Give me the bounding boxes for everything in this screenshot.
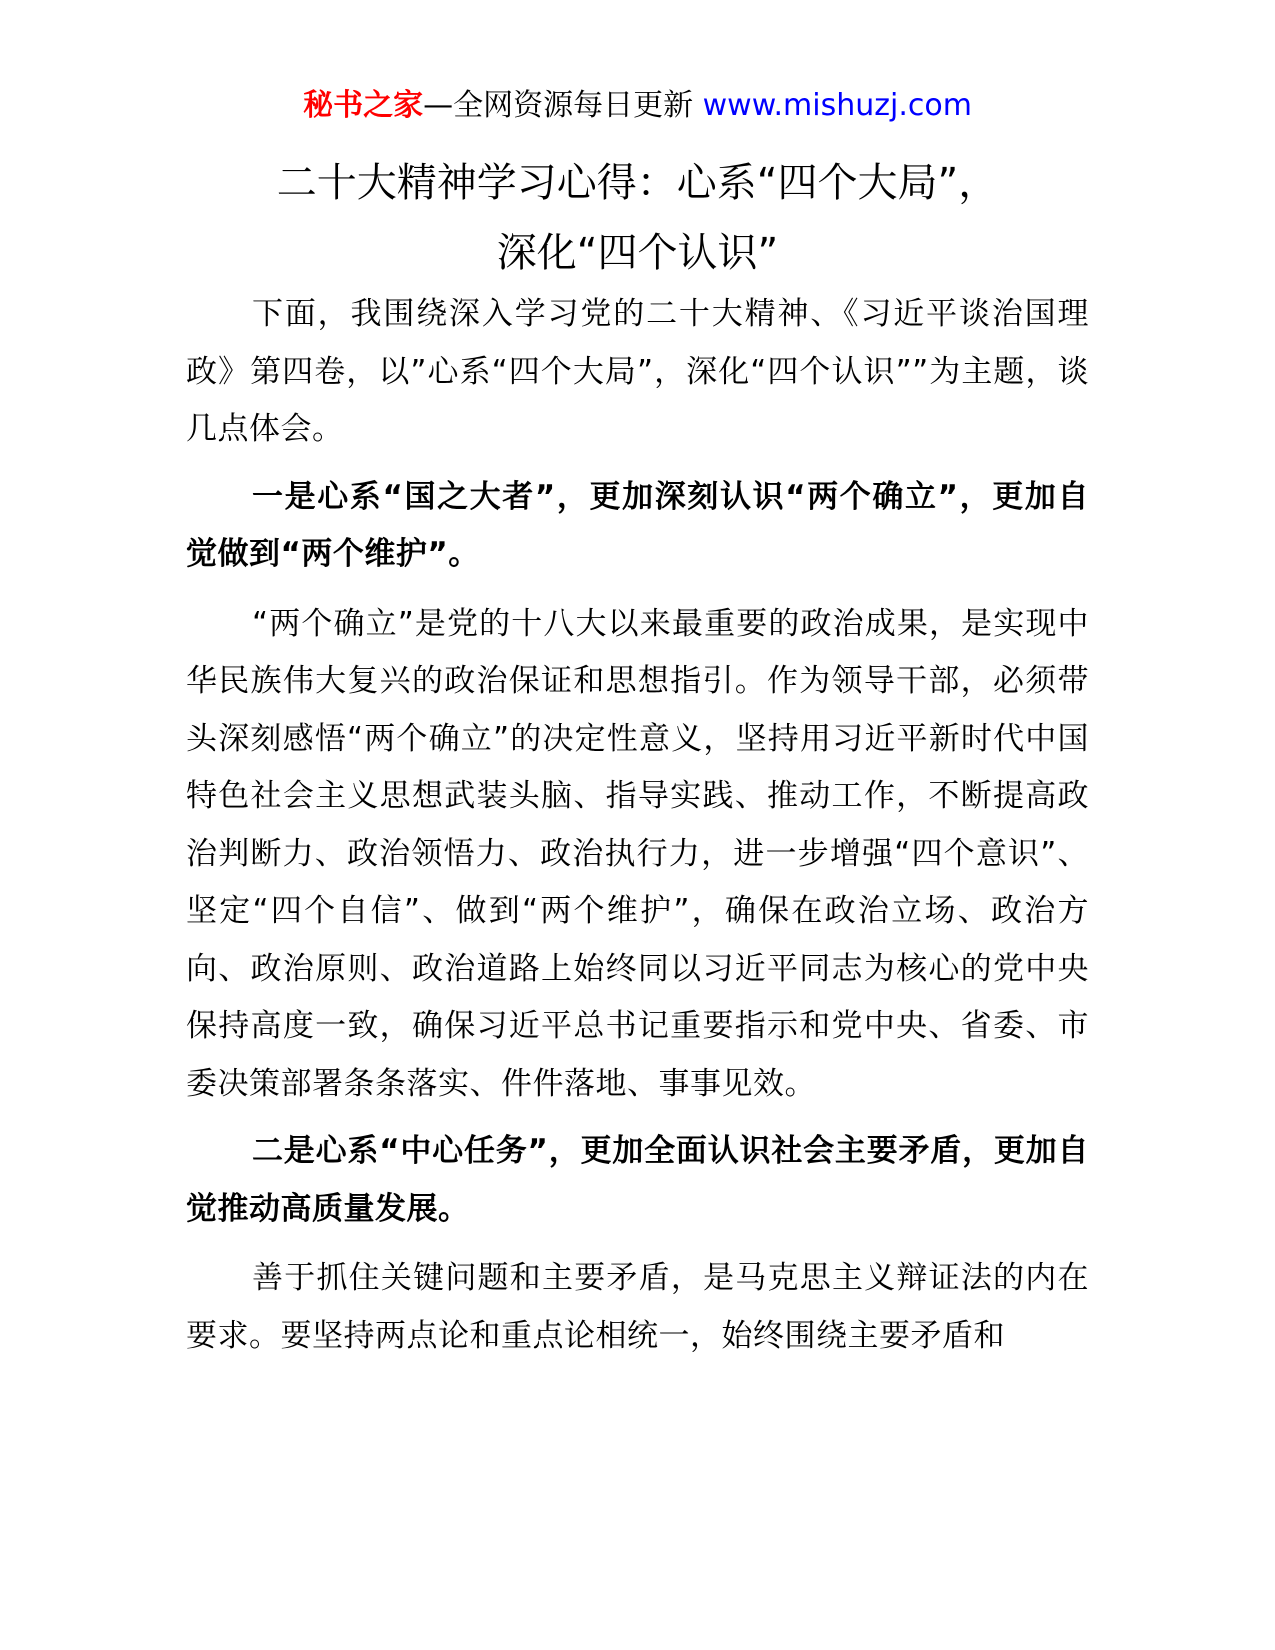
section-paragraph-1: “两个确立”是党的十八大以来最重要的政治成果，是实现中华民族伟大复兴的政治保证和思想指引。作为领导干部，必须带头深刻感悟“两个确立”的决定性意义，坚持用习近平新时代中国特色社会主义思想武装头脑、指导实践、推动工作，不断提高政治判断力、政治领悟力、政治执行力，进一步增强“四个意识”、坚定“四个自信”、做到“两个维护”，确保在政治立场、政治方向、政治原则、政治道路上始终同以习近平同志为核心的党中央保持高度一致，确保习近平总书记重要指示和党中央、省委、市委决策部署条条落实、件件落地、事事见效。 (186, 605, 1089, 1102)
section-paragraph-2: 善于抓住关键问题和主要矛盾，是马克思主义辩证法的内在要求。要坚持两点论和重点论相统一，始终围绕主要矛盾和 (186, 1260, 1089, 1354)
title-line-1: 二十大精神学习心得：心系“四个大局”， (276, 160, 999, 206)
intro-paragraph: 下面，我围绕深入学习党的二十大精神、《习近平谈治国理政》第四卷，以”心系“四个大局”，深化“四个认识””为主题，谈几点体会。 (186, 296, 1089, 447)
document-title (140, 148, 1135, 288)
document-body (186, 286, 1089, 1375)
site-tagline: —全网资源每日更新 (423, 88, 703, 123)
title-line-2: 深化“四个认识” (496, 230, 779, 276)
site-brand: 秘书之家 (303, 88, 424, 123)
section-heading-2: 二是心系“中心任务”，更加全面认识社会主要矛盾，更加自觉推动高质量发展。 (186, 1133, 1089, 1227)
site-url-link[interactable]: www.mishuzj.com (702, 88, 972, 123)
section-heading-1: 一是心系“国之大者”，更加深刻认识“两个确立”，更加自觉做到“两个维护”。 (186, 478, 1089, 572)
site-header (0, 84, 1275, 128)
